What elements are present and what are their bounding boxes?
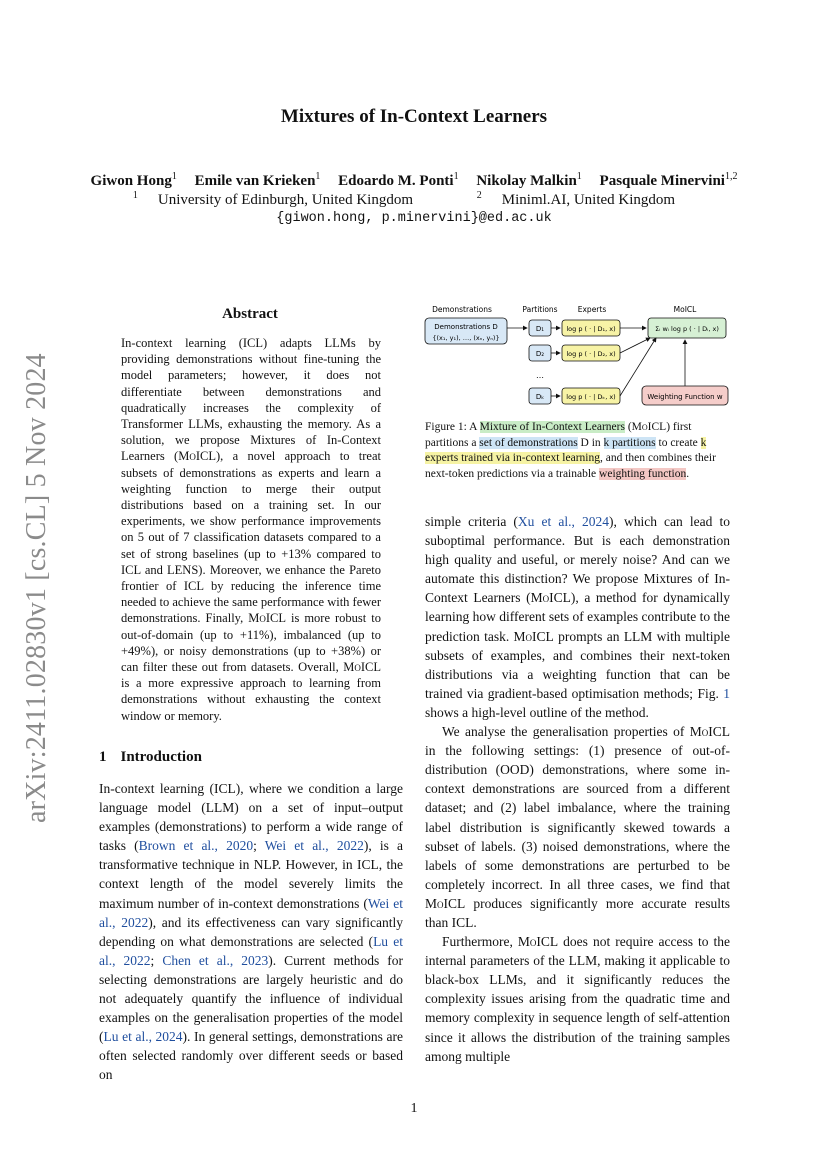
method-name: MoICL <box>689 724 730 740</box>
expert-label-2: log p ( · | D₂, x) <box>566 350 616 358</box>
column-label-experts: Experts <box>577 305 607 314</box>
figure-reference-link[interactable]: 1 <box>723 685 730 701</box>
method-name: MoICL <box>343 660 381 675</box>
paper-title: Mixtures of In-Context Learners <box>280 106 548 127</box>
citation-link[interactable]: Wei et al., 2022 <box>99 895 403 930</box>
citation-link[interactable]: Lu et al., 2022 <box>99 933 403 968</box>
caption-highlight-blue: k partitions <box>603 436 656 449</box>
expert-label-1: log p ( · | D₁, x) <box>566 325 616 333</box>
partition-label-1: D₁ <box>535 325 545 333</box>
citation-link[interactable]: Chen et al., 2023 <box>162 952 269 968</box>
affiliations <box>0 190 828 209</box>
author: Nikolay Malkin$^1$ <box>476 171 582 189</box>
expert-label-k: log p ( · | Dₖ, x) <box>566 393 616 401</box>
author: Pasquale Minervini$^{1,2}$ <box>599 171 738 189</box>
column-label-partitions: Partitions <box>522 305 558 314</box>
figure-1-caption: Figure 1: A Mixture of In-Context Learners (MoICL) first partitions a set of demonstrations D in k partitions to create k experts trained via in-context learning, and then combines their next-token predictions via a trainable weighting function. <box>425 421 716 480</box>
method-name: MoICL <box>530 590 571 606</box>
demonstrations-box-title: Demonstrations D <box>434 323 498 331</box>
section-heading-introduction: 1 Introduction <box>99 749 202 765</box>
weighting-function-label: Weighting Function w <box>647 393 723 401</box>
affiliation: $^2$ Miniml.AI, United Kingdom <box>476 190 676 208</box>
method-name: MoICL <box>631 421 667 433</box>
column-label-demonstrations: Demonstrations <box>432 305 492 314</box>
author: Edoardo M. Ponti$^1$ <box>338 171 459 189</box>
partition-label-2: D₂ <box>535 350 545 358</box>
citation-link[interactable]: Brown et al., 2020 <box>138 838 254 854</box>
method-name: MoICL <box>425 895 466 911</box>
caption-highlight-red: weighting function <box>599 467 687 480</box>
partition-label-k: Dₖ <box>535 393 545 401</box>
introduction-text: In-context learning (ICL), where we condition a large language model (LLM) on a set of input–output examples (demonstrations) to perform a wide range of tasks (Brown et al., 2020; Wei et al., 2022), is a transformative technique in NLP. However, in ICL, the context length of the model severely limits the maximum number of in-context demonstrations (Wei et al., 2022), and its effectiveness can vary significantly depending on what demonstrations are selected (Lu et al., 2022; Chen et al., 2023). Current methods for selecting demonstrations are largely heuristic and do not adequately quantify the influence of individual examples on the generalisation properties of the model (Lu et al., 2024). In general settings, demonstrations are often selected randomly over different seeds or based on <box>99 781 404 1083</box>
method-name: MoICL <box>517 934 559 950</box>
author: Emile van Krieken$^1$ <box>194 171 321 189</box>
arrow-expert-2-to-sum <box>620 338 650 353</box>
method-name: MoICL <box>513 628 554 644</box>
caption-highlight-yellow: k experts trained via in-context learning <box>425 436 707 464</box>
abstract-heading: Abstract <box>222 306 278 322</box>
weighted-sum-label: Σᵢ wᵢ log p ( · | Dᵢ, x) <box>655 325 719 333</box>
caption-highlight-blue: set of demonstrations <box>479 436 578 449</box>
abstract-text: In-context learning (ICL) adapts LLMs by providing demonstrations without fine-tuning the model parameters; however, it does not differentiate between demonstrations and quadratically increases the complexity of Transformer LLMs, exhausting the memory. As a solution, we propose Mixtures of In-Context Learners (MoICL), a novel approach to treat subsets of demonstrations as experts and learn a weighting function to merge their output distributions based on a training set. In our experiments, we show performance improvements on 5 out of 7 classification datasets compared to a set of strong baselines (up to +13% compared to ICL and LENS). Moreover, we enhance the Pareto frontier of ICL by reducing the inference time needed to achieve the same performance with fewer demonstrations. Finally, MoICL is more robust to out-of-domain (up to +11%), imbalanced (up to +49%), or noisy demonstrations (up to +38%) or can filter these out from datasets. Overall, MoICL is a more expressive approach to learning from demonstrations without exhausting the context window or memory. <box>121 336 381 723</box>
author-list <box>0 171 828 190</box>
contact-email[interactable]: {giwon.hong, p.minervini}@ed.ac.uk <box>276 211 552 226</box>
demonstrations-box-set: {(x₁, y₁), …, (xₙ, yₙ)} <box>432 334 500 342</box>
column-label-moicl: MoICL <box>673 305 697 314</box>
citation-link[interactable]: Lu et al., 2024 <box>103 1029 183 1045</box>
caption-highlight-green: Mixture of In-Context Learners <box>479 421 625 433</box>
citation-link[interactable]: Xu et al., 2024 <box>517 514 609 529</box>
affiliation: $^1$ University of Edinburgh, United Kingdom <box>132 190 414 208</box>
arxiv-identifier: arXiv:2411.02830v1 [cs.CL] 5 Nov 2024 <box>21 353 52 823</box>
figure-1-diagram <box>422 300 732 412</box>
right-column-text: simple criteria (Xu et al., 2024), which can lead to suboptimal performance. But is each demonstration high quality and useful, or merely noise? And can we automate this distinction? We propose Mixtures of In-Context Learners (MoICL), a method for dynamically learning how different sets of examples contribute to the prediction task. MoICL prompts an LLM with multiple subsets of examples, and combines their next-token distributions via a weighting function that can be trained via gradient-based optimisation methods; Fig. 1 shows a high-level outline of the method. We analyse the generalisation properties of MoICL in the following settings: (1) presence of out-of-distribution (OOD) demonstrations, where some in-context demonstrations are sourced from a different dataset; and (2) label imbalance, where the training label distribution is significantly skewed towards a subset of labels. (3) noised demonstrations, where the labels of some demonstrations are perturbed to be completely incorrect. In all three cases, we find that MoICL produces significantly more accurate results than ICL. Furthermore, MoICL does not require access to the internal parameters of the LLM, making it applicable to black-box LLMs, and it significantly reduces the complexity issues arising from the quadratic time and memory complexity in sequence length of self-attention since it allows the distribution of the training samples among multiple <box>425 514 731 1064</box>
citation-link[interactable]: Wei et al., 2022 <box>264 838 364 854</box>
method-name: MoICL <box>248 611 286 626</box>
author: Giwon Hong$^1$ <box>90 171 177 189</box>
page-number: 1 <box>410 1101 418 1116</box>
method-name: MoICL <box>178 449 216 464</box>
partition-ellipsis: … <box>536 371 544 380</box>
